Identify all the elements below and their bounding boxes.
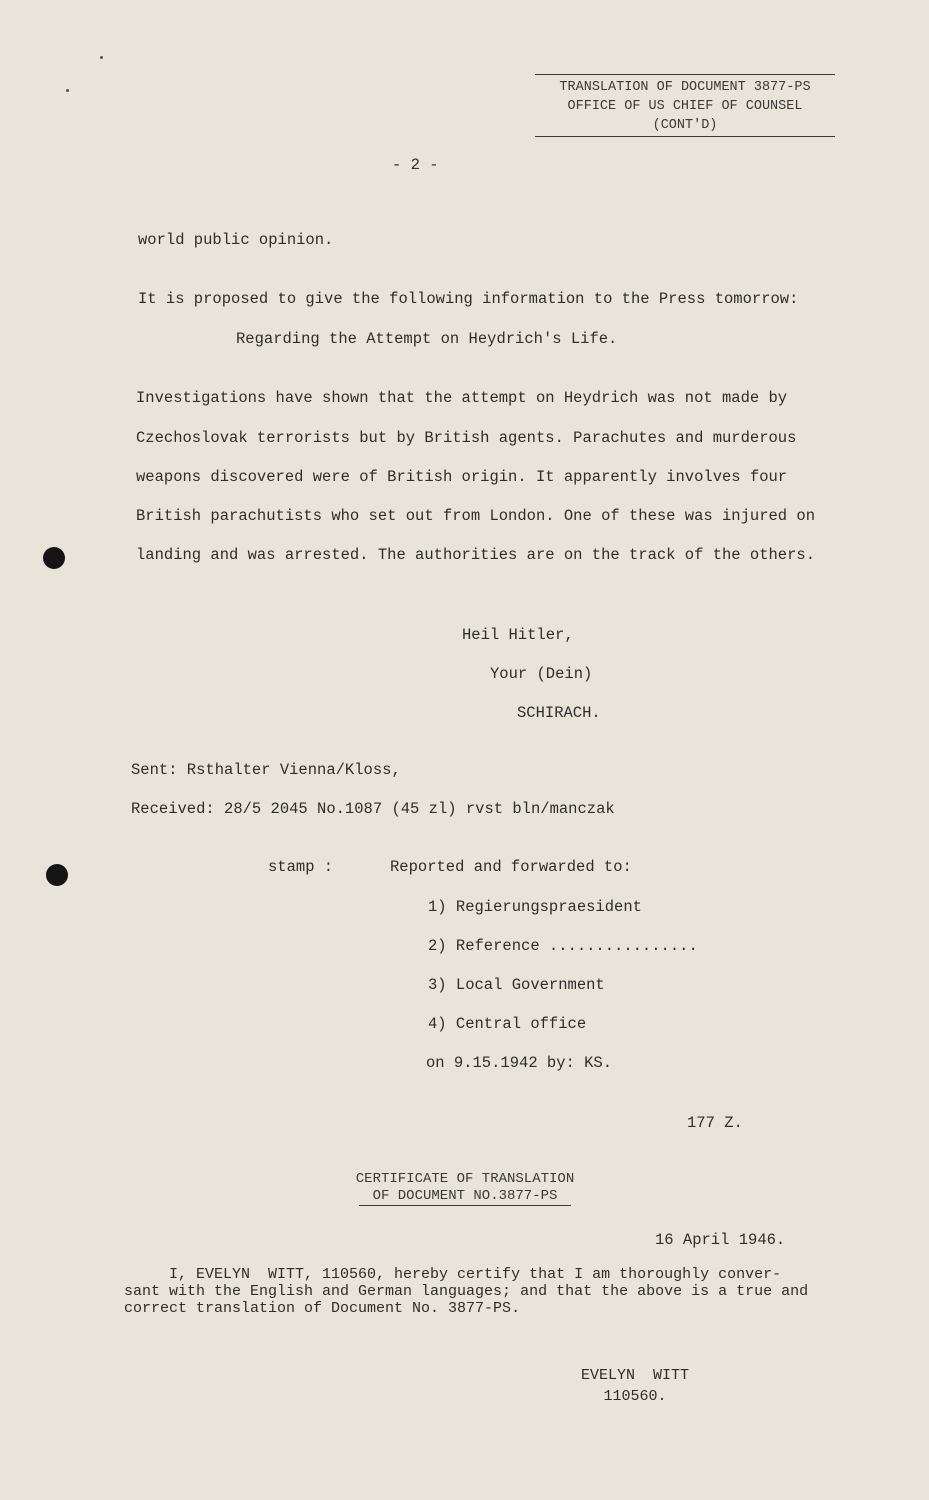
translator-name: EVELYN WITT	[580, 1367, 690, 1384]
closing-your: Your (Dein)	[490, 665, 593, 683]
speck-mark	[66, 89, 69, 92]
closing-salute: Heil Hitler,	[462, 626, 574, 644]
stamp-item: 1) Regierungspraesident	[428, 898, 642, 916]
certificate-body	[124, 1266, 869, 1317]
certificate-title	[330, 1171, 600, 1206]
paragraph-line: Czechoslovak terrorists but by British agents. Parachutes and murderous	[136, 429, 797, 447]
certificate-body-line: I, EVELYN WITT, 110560, hereby certify that I am thoroughly conver-	[124, 1266, 782, 1283]
punch-hole-upper	[43, 547, 65, 569]
reference-number: 177 Z.	[687, 1114, 743, 1132]
certificate-title-line-2: OF DOCUMENT NO.3877-PS	[359, 1188, 572, 1206]
speck-mark	[100, 56, 103, 59]
header-line-3: (CONT'D)	[652, 118, 718, 133]
header-line-2: OFFICE OF US CHIEF OF COUNSEL	[567, 99, 803, 114]
paragraph-line: British parachutists who set out from London. One of these was injured on	[136, 507, 816, 525]
stamp-item: 4) Central office	[428, 1015, 587, 1033]
certificate-title-line-1: CERTIFICATE OF TRANSLATION	[355, 1171, 575, 1187]
header-line-1: TRANSLATION OF DOCUMENT 3877-PS	[559, 80, 811, 95]
stamp-item: 2) Reference ................	[428, 937, 698, 955]
page-number: - 2 -	[392, 156, 439, 174]
closing-signature: SCHIRACH.	[517, 704, 601, 722]
paragraph-line: weapons discovered were of British origin. It apparently involves four	[136, 468, 788, 486]
translator-number: 110560.	[603, 1388, 667, 1405]
stamp-label: stamp :	[268, 858, 334, 876]
translator-signature	[560, 1365, 710, 1407]
paragraph-line: landing and was arrested. The authorities are on the track of the others.	[136, 546, 816, 564]
certificate-date: 16 April 1946.	[655, 1231, 786, 1249]
stamp-date-line: on 9.15.1942 by: KS.	[426, 1054, 613, 1072]
sent-line: Sent: Rsthalter Vienna/Kloss,	[131, 761, 401, 779]
subject-heading: Regarding the Attempt on Heydrich's Life.	[236, 330, 618, 348]
certificate-body-line: sant with the English and German languages; and that the above is a true and	[124, 1283, 809, 1300]
stamp-heading: Reported and forwarded to:	[390, 858, 632, 876]
certificate-body-line: correct translation of Document No. 3877-PS.	[124, 1300, 521, 1317]
paragraph-line: Investigations have shown that the attempt on Heydrich was not made by	[136, 389, 788, 407]
body-line-2: It is proposed to give the following information to the Press tomorrow:	[138, 290, 799, 308]
received-line: Received: 28/5 2045 No.1087 (45 zl) rvst bln/manczak	[131, 800, 615, 818]
stamp-item: 3) Local Government	[428, 976, 605, 994]
punch-hole-lower	[46, 864, 68, 886]
body-line-1: world public opinion.	[138, 231, 334, 249]
document-header	[535, 74, 835, 137]
